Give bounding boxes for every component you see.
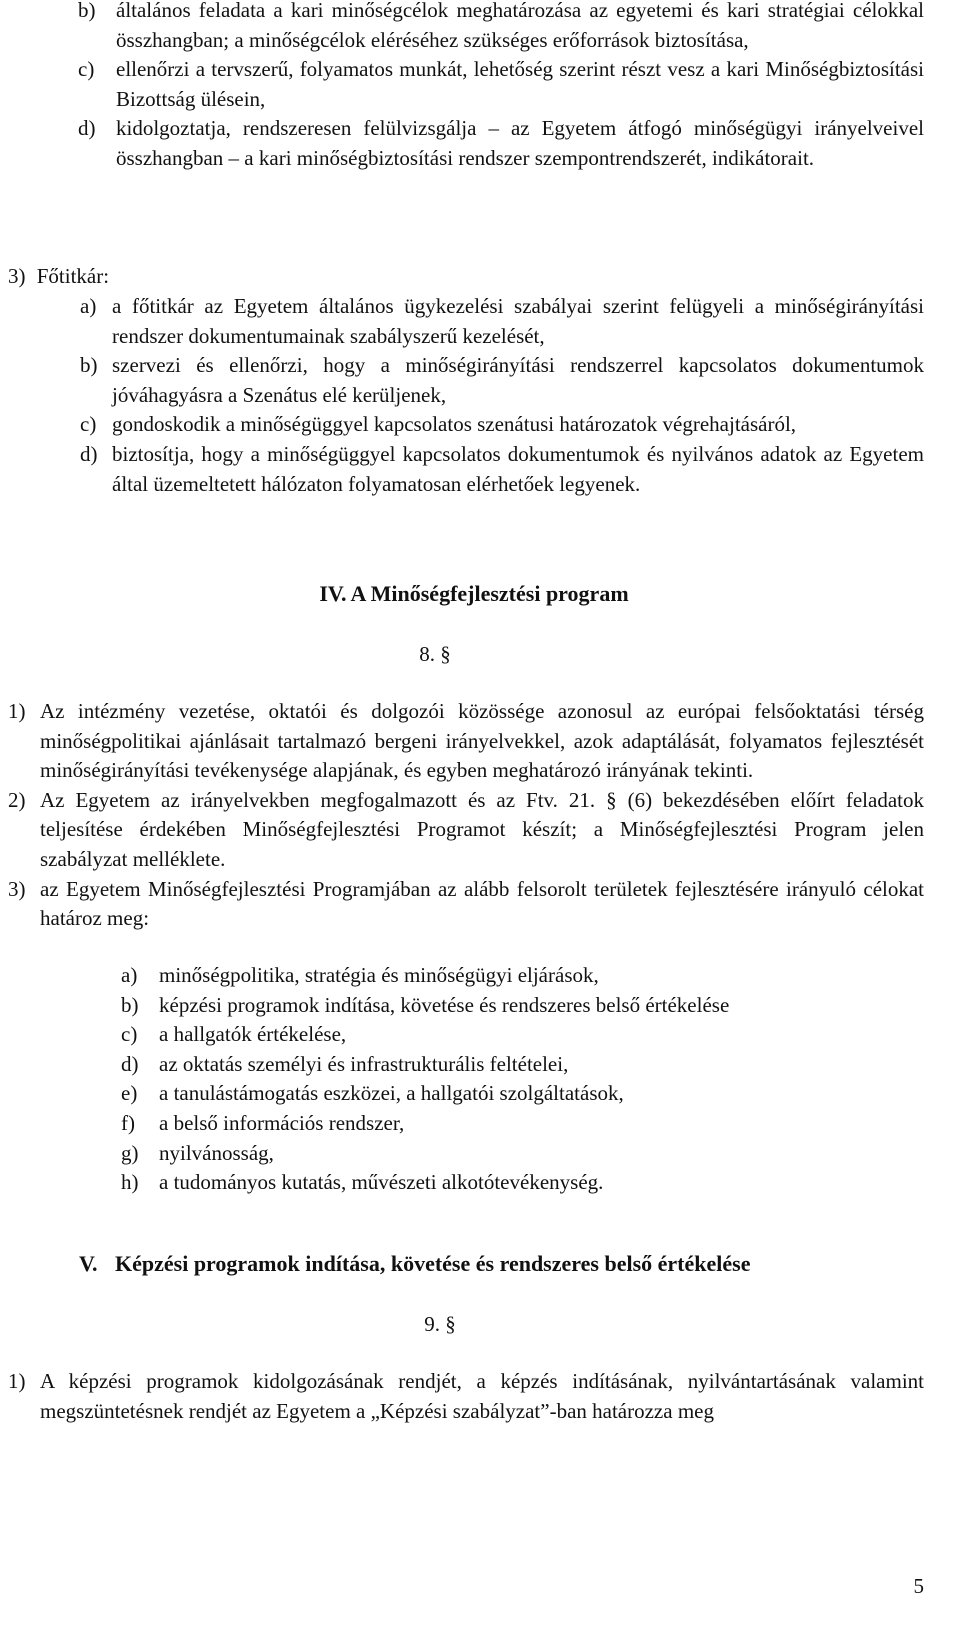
list-marker: e) [121,1081,138,1106]
list-marker: f) [121,1110,135,1135]
list-item [121,1050,921,1080]
fotitkar-list [80,292,924,499]
list-marker: b) [78,0,96,22]
list-item-text: minőségpolitika, stratégia és minőségügyi eljárások, [159,963,599,987]
list-item [78,114,924,173]
list-item-text: a hallgatók értékelése, [159,1022,347,1047]
section-iv-title [284,579,664,609]
page-number: 5 [913,1574,924,1598]
list-marker: d) [80,441,98,466]
list-item [8,1367,924,1426]
list-item-text: Az intézmény vezetése, oktatói és dolgozói közössége azonosul az európai felsőoktatási térség minőségpolitikai ajánlásait tartalmazó bergeni irányelvekkel, azok adaptálását, folyamatos fejlesztését minőségirányítási tevékenysége alapjának, és egyben meghatározó irányának tekinti. [40,699,924,783]
list-item-text: a belső információs rendszer, [159,1110,405,1135]
list-item [121,1020,921,1050]
list-marker: h) [121,1170,139,1195]
list-item-text: A képzési programok kidolgozásának rendjét, a képzés indításának, nyilvántartásának valamint megszüntetésnek rendjét az Egyetem a „Képzési szabályzat”-ban határozza meg [40,1369,924,1423]
paragraph-mark-8: 8. § [419,642,451,666]
list-marker: c) [80,412,97,437]
list-item [121,991,921,1021]
list-item [80,351,924,410]
list-marker: c) [121,1022,138,1047]
list-item [8,697,924,786]
list-item [80,410,924,440]
top-list [78,0,924,174]
list-item [121,1109,921,1139]
list-item-text: képzési programok indítása, követése és rendszeres belső értékelése [159,992,730,1017]
list-item-text: a főtitkár az Egyetem általános ügykezelési szabályai szerint felügyeli a minőségirányítási rendszer dokumentumainak szabályszerű kezelését, [112,294,924,348]
list-marker: b) [121,992,139,1017]
section-iv-list [8,697,924,934]
list-item-text: biztosítja, hogy a minőségüggyel kapcsolatos dokumentumok és nyilvános adatok az Egyetem által üzemeltetett hálózaton folyamatosan elérhetőek legyenek. [112,441,924,496]
section-iv-numeral: IV. [319,581,347,606]
section-iv-sublist [121,961,921,1198]
list-item [80,292,924,351]
section-v-list [8,1367,924,1426]
list-marker: a) [121,963,138,987]
list-item-text: kidolgoztatja, rendszeresen felülvizsgálja – az Egyetem átfogó minőségügyi irányelveivel összhangban – a kari minőségbiztosítási rendszer szempontrendszerét, indikátorait. [116,116,924,170]
list-marker: 1) [8,699,26,723]
list-item [121,961,921,991]
section-v-numeral: V. [79,1251,98,1276]
list-item-text: nyilvánosság, [159,1140,274,1165]
list-item-text: gondoskodik a minőségüggyel kapcsolatos szenátusi határozatok végrehajtásáról, [112,412,797,437]
list-item-text: általános feladata a kari minőségcélok meghatározása az egyetemi és kari stratégiai célokkal összhangban; a minőségcélok eléréséhez szükséges erőforrások biztosítása, [116,0,924,52]
list-item [121,1079,921,1109]
fotitkar-heading [8,262,308,292]
list-marker: d) [121,1051,139,1076]
section-v-title [79,1249,939,1279]
list-marker: g) [121,1140,139,1165]
list-item-text: a tanulástámogatás eszközei, a hallgatói szolgáltatások, [159,1081,624,1106]
list-item [8,875,924,934]
list-marker: 2) [8,787,26,812]
list-item [121,1168,921,1198]
list-marker: 3) [8,876,26,901]
list-item [78,0,924,55]
list-marker: 1) [8,1369,26,1393]
paragraph-mark-9: 9. § [424,1312,456,1336]
list-marker: c) [78,57,95,82]
list-item-text: ellenőrzi a tervszerű, folyamatos munkát, lehetőség szerint részt vesz a kari Minőségbiztosítási Bizottság ülésein, [116,57,924,111]
list-item-text: szervezi és ellenőrzi, hogy a minőségirányítási rendszerrel kapcsolatos dokumentumok jóváhagyásra a Szenátus elé kerüljenek, [112,353,924,407]
fotitkar-title: Főtitkár: [36,264,110,288]
list-item-text: az Egyetem Minőségfejlesztési Programjában az alább felsorolt területek fejlesztésére irányuló célokat határoz meg: [40,876,924,931]
section-v-heading [79,1249,939,1279]
list-item [78,55,924,114]
list-marker: b) [80,353,98,378]
list-item-text: Az Egyetem az irányelvekben megfogalmazott és az Ftv. 21. § (6) bekezdésében előírt feladatok teljesítése érdekében Minőségfejlesztési Programot készít; a Minőségfejlesztési Program jelen szabályzat melléklete. [40,787,924,871]
section-iv-title-text: A Minőségfejlesztési program [350,581,629,606]
fotitkar-marker: 3) [8,264,26,288]
list-marker: a) [80,294,97,318]
list-item [8,786,924,875]
list-marker: d) [78,116,96,141]
list-item-text: a tudományos kutatás, művészeti alkotótevékenység. [159,1170,604,1195]
list-item [121,1139,921,1169]
section-iv-heading [284,579,664,609]
list-item [80,440,924,499]
list-item-text: az oktatás személyi és infrastrukturális feltételei, [159,1051,569,1076]
section-v-title-text: Képzési programok indítása, követése és rendszeres belső értékelése [115,1251,751,1276]
